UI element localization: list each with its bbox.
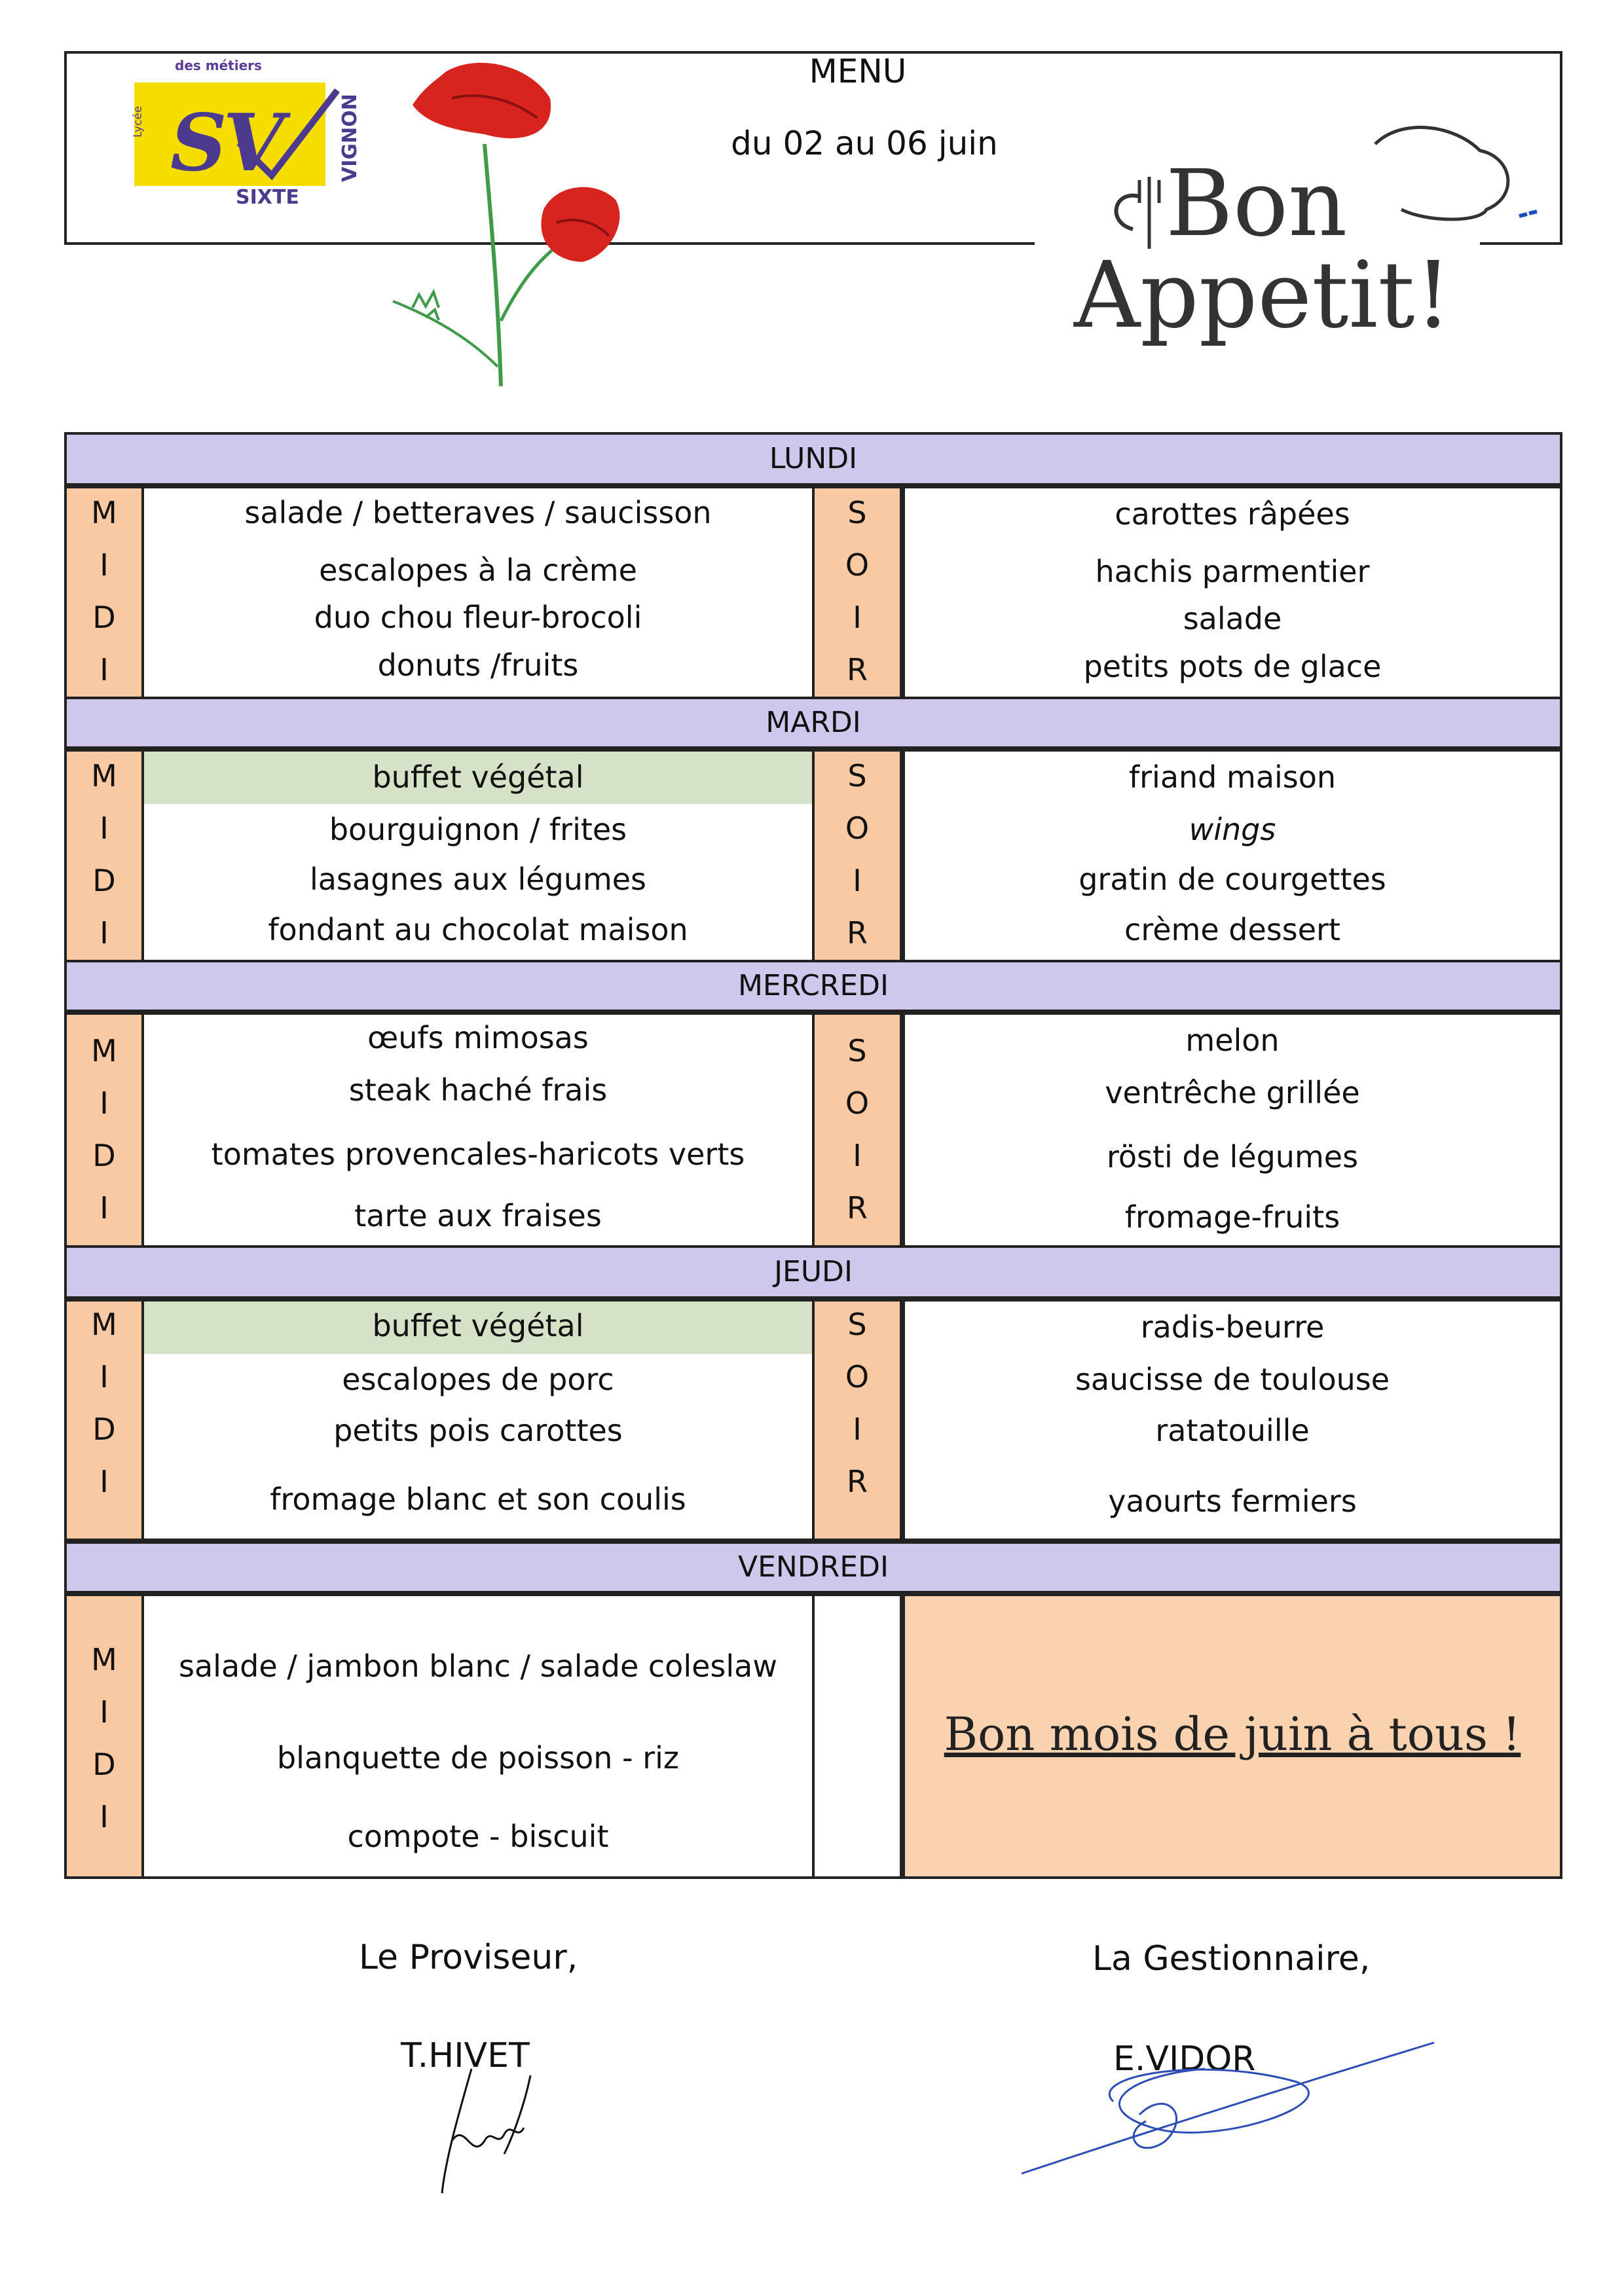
midi-label-column: [64, 749, 144, 962]
menu-item: tomates provencales-haricots verts: [211, 1137, 745, 1172]
label-letter: M: [91, 1642, 117, 1677]
label-letter: I: [100, 1085, 109, 1121]
menu-item: gratin de courgettes: [1079, 862, 1386, 897]
label-letter: D: [92, 600, 116, 635]
soir-label-column: [812, 749, 902, 962]
logo-check-icon: [232, 84, 344, 182]
soir-label-column: [812, 1012, 902, 1248]
menu-item: melon: [1185, 1023, 1280, 1058]
menu-item: rösti de légumes: [1106, 1139, 1359, 1175]
logo-name-sixte: SIXTE: [236, 186, 299, 209]
label-letter: S: [847, 758, 867, 793]
menu-item: carottes râpées: [1115, 496, 1350, 532]
menu-item: buffet végétal: [372, 1308, 584, 1343]
menu-item: duo chou fleur-brocoli: [314, 600, 642, 635]
label-letter: I: [853, 1412, 862, 1447]
menu-item: lasagnes aux légumes: [309, 862, 647, 897]
day-band-lundi: LUNDI: [64, 432, 1562, 486]
logo-name-vignon: VIGNON: [339, 94, 361, 182]
label-letter: D: [92, 1138, 116, 1173]
label-letter: S: [847, 1307, 867, 1342]
jeudi-midi-cell: [144, 1299, 812, 1541]
label-letter: I: [100, 1359, 109, 1394]
logo-top-text: des métiers: [175, 58, 262, 73]
menu-item: ratatouille: [1155, 1413, 1310, 1448]
day-band-vendredi: VENDREDI: [64, 1541, 1562, 1594]
closing-message: Bon mois de juin à tous !: [944, 1707, 1521, 1761]
label-letter: S: [847, 495, 867, 530]
menu-item: fromage blanc et son coulis: [270, 1482, 686, 1517]
bon-appetit-logo: [1061, 118, 1559, 367]
label-letter: D: [92, 1412, 116, 1447]
menu-item: salade / betteraves / saucisson: [244, 495, 712, 530]
vendredi-empty-cell: [812, 1594, 902, 1879]
label-letter: O: [845, 547, 870, 583]
menu-item: steak haché frais: [348, 1072, 608, 1108]
menu-item: escalopes de porc: [342, 1362, 614, 1397]
midi-label-column: [64, 1012, 144, 1248]
label-letter: M: [91, 1307, 117, 1342]
menu-item: fromage-fruits: [1124, 1199, 1340, 1235]
label-letter: O: [845, 1359, 870, 1394]
day-band-mardi: MARDI: [64, 697, 1562, 749]
menu-item: petits pots de glace: [1083, 649, 1382, 684]
menu-item: fondant au chocolat maison: [268, 912, 688, 947]
label-letter: M: [91, 1033, 117, 1068]
label-letter: R: [847, 915, 868, 951]
menu-item: œufs mimosas: [367, 1020, 589, 1055]
menu-item: compote - biscuit: [347, 1819, 609, 1854]
menu-item: petits pois carottes: [333, 1413, 623, 1448]
label-letter: D: [92, 863, 116, 898]
label-letter: I: [853, 863, 862, 898]
label-letter: I: [100, 1190, 109, 1226]
mercredi-soir-cell: [902, 1012, 1562, 1248]
menu-item: donuts /fruits: [377, 647, 579, 683]
label-letter: I: [100, 1694, 109, 1730]
menu-item: salade / jambon blanc / salade coleslaw: [179, 1649, 777, 1684]
menu-item: tarte aux fraises: [354, 1198, 602, 1233]
menu-item: wings: [1189, 812, 1276, 847]
label-letter: R: [847, 1190, 868, 1226]
school-logo: [132, 58, 370, 209]
label-letter: O: [845, 1085, 870, 1121]
midi-label-column: [64, 1594, 144, 1879]
label-letter: I: [100, 915, 109, 951]
proviseur-name: T.HIVET: [401, 2036, 530, 2075]
gestionnaire-signature: [1008, 2016, 1441, 2187]
midi-label-column: [64, 1299, 144, 1541]
menu-item: blanquette de poisson - riz: [276, 1740, 680, 1776]
menu-item: salade: [1183, 601, 1282, 636]
label-letter: I: [100, 547, 109, 583]
label-letter: I: [100, 652, 109, 687]
label-letter: O: [845, 811, 870, 846]
soir-label-column: [812, 1299, 902, 1541]
label-letter: I: [100, 811, 109, 846]
menu-item: bourguignon / frites: [329, 812, 627, 847]
label-letter: I: [100, 1799, 109, 1834]
menu-item: escalopes à la crème: [319, 553, 637, 588]
midi-label-column: [64, 486, 144, 699]
gestionnaire-title: La Gestionnaire,: [1092, 1939, 1371, 1978]
slogan-bon: Bon: [1166, 151, 1348, 257]
soir-label-column: [812, 486, 902, 699]
label-letter: S: [847, 1033, 867, 1068]
menu-item: saucisse de toulouse: [1075, 1362, 1390, 1397]
logo-initials: SV: [170, 97, 280, 189]
lundi-soir-cell: [902, 486, 1562, 699]
day-band-mercredi: MERCREDI: [64, 960, 1562, 1012]
label-letter: I: [853, 600, 862, 635]
label-letter: M: [91, 495, 117, 530]
poppy-flower-icon: [386, 59, 661, 412]
menu-item: hachis parmentier: [1095, 554, 1370, 589]
label-letter: M: [91, 758, 117, 793]
menu-item: yaourts fermiers: [1108, 1484, 1357, 1519]
label-letter: I: [853, 1138, 862, 1173]
mardi-midi-cell: [144, 749, 812, 962]
day-band-jeudi: JEUDI: [64, 1245, 1562, 1299]
mardi-soir-cell: [902, 749, 1562, 962]
menu-item: buffet végétal: [372, 759, 584, 795]
gestionnaire-name: E.VIDOR: [1113, 2039, 1256, 2079]
label-letter: R: [847, 652, 868, 687]
logo-side-text: Lycée: [132, 105, 145, 137]
proviseur-title: Le Proviseur,: [359, 1938, 578, 1977]
menu-title: MENU: [809, 52, 907, 90]
jeudi-soir-cell: [902, 1299, 1562, 1541]
vendredi-midi-cell: [144, 1594, 812, 1879]
slogan-appetit: Appetit!: [1074, 242, 1452, 349]
menu-item: radis-beurre: [1140, 1309, 1325, 1345]
vendredi-closing-cell: [902, 1594, 1562, 1879]
label-letter: R: [847, 1464, 868, 1499]
mercredi-midi-cell: [144, 1012, 812, 1248]
menu-item: ventrêche grillée: [1105, 1075, 1360, 1110]
menu-item: friand maison: [1128, 759, 1337, 795]
menu-dates: du 02 au 06 juin: [731, 124, 998, 162]
menu-item: crème dessert: [1124, 912, 1340, 947]
proviseur-signature: [432, 2062, 563, 2200]
label-letter: I: [100, 1464, 109, 1499]
label-letter: D: [92, 1747, 116, 1782]
lundi-midi-cell: [144, 486, 812, 699]
